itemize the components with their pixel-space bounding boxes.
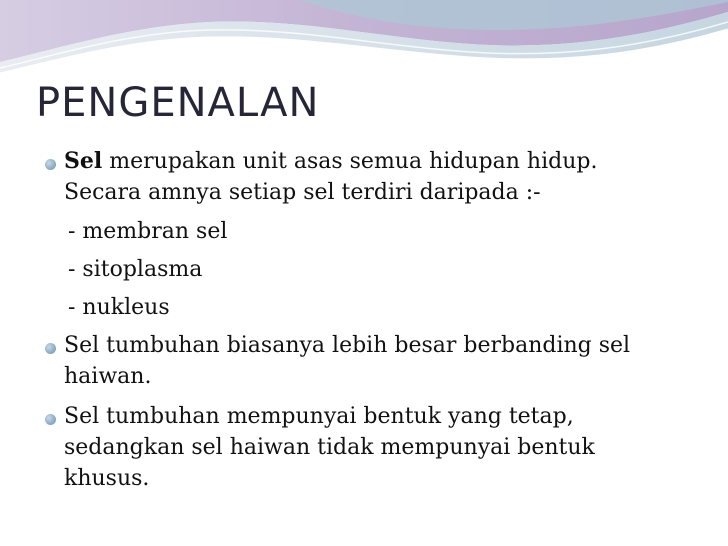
bullet-1-lead: Sel <box>64 148 103 174</box>
bullet-3-line-2: sedangkan sel haiwan tidak mempunyai bentuk <box>64 435 595 460</box>
slide-title: PENGENALAN <box>36 80 320 126</box>
bullet-2-line-2: haiwan. <box>64 364 152 389</box>
bullet-1-subitem: - nukleus <box>68 295 170 320</box>
bullet-icon <box>45 343 56 354</box>
bullet-icon <box>45 414 56 425</box>
bullet-1-text-1: merupakan unit asas semua hidupan hidup. <box>109 149 598 174</box>
bullet-1-line-1 <box>64 146 597 177</box>
bullet-icon <box>45 159 56 170</box>
bullet-1-line-2: Secara amnya setiap sel terdiri daripada :- <box>64 180 541 205</box>
bullet-1-subitem: - sitoplasma <box>68 257 203 282</box>
bullet-2-line-1: Sel tumbuhan biasanya lebih besar berbanding sel <box>64 333 631 358</box>
decorative-wave-banner <box>0 0 728 90</box>
bullet-1-subitem: - membran sel <box>68 219 228 244</box>
bullet-3-line-1: Sel tumbuhan mempunyai bentuk yang tetap, <box>64 404 574 429</box>
bullet-3-line-3: khusus. <box>64 466 150 491</box>
